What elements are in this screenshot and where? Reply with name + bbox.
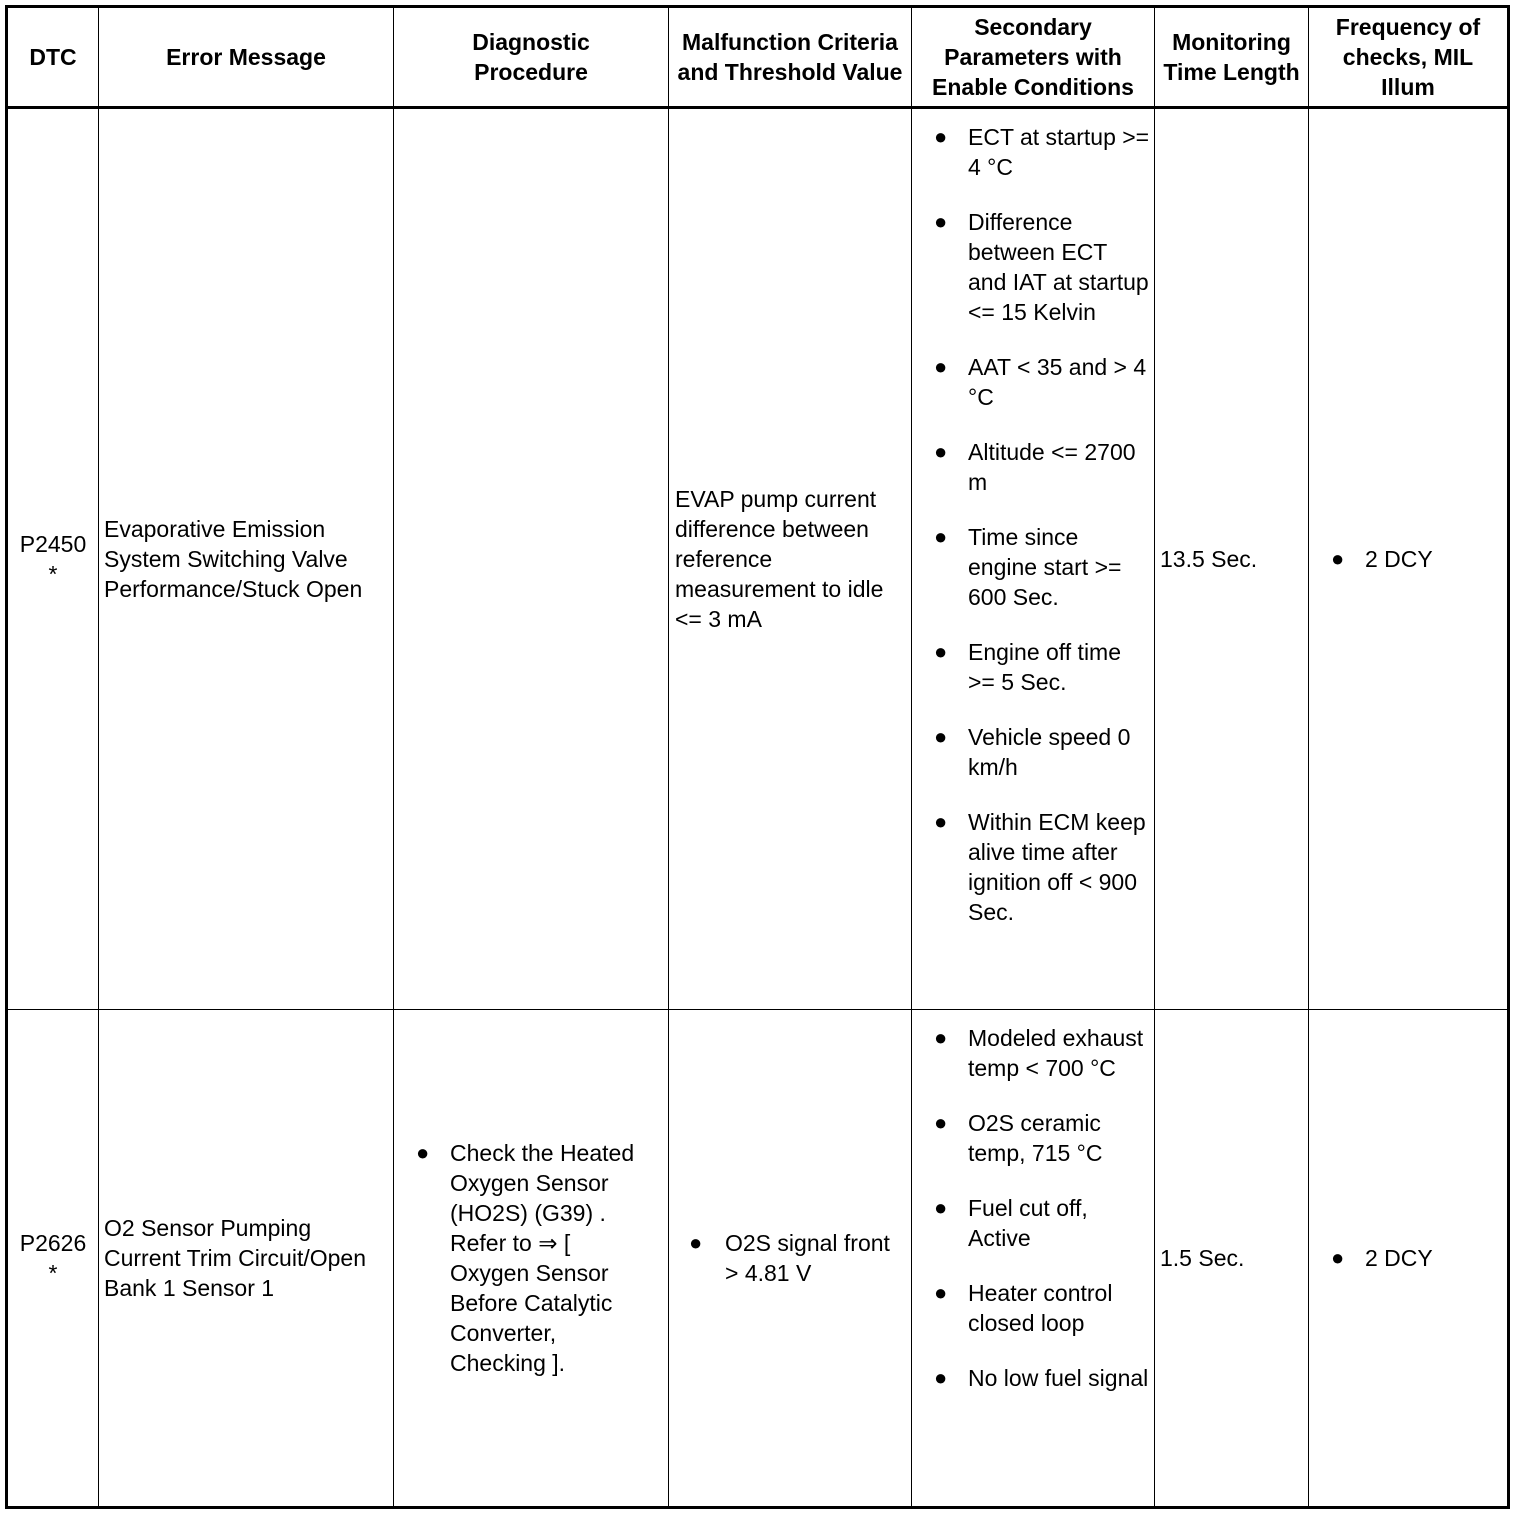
bullet-icon: ●: [934, 1025, 948, 1050]
table-row: [7, 108, 1509, 1010]
dtc-table: [5, 5, 1510, 1509]
header-secondary-parameters: Secondary Parameters with Enable Conditions: [912, 7, 1155, 108]
dtc-cell: [7, 108, 99, 1010]
list-item: ● O2S signal front > 4.81 V: [669, 1228, 907, 1288]
dtc-mark: *: [48, 561, 58, 587]
procedure-text: Check the Heated Oxygen Sensor (HO2S) (G39) . Refer to ⇒ [ Oxygen Sensor Before Catalytic Converter, Checking ].: [450, 1140, 635, 1376]
diagnostic-procedure-cell: [394, 108, 669, 1010]
bullet-icon: ●: [934, 1365, 948, 1390]
frequency-cell: [1309, 108, 1509, 1010]
secondary-parameters-list: [912, 122, 1150, 927]
malfunction-criteria-list: [669, 1228, 907, 1288]
frequency-list: [1309, 1243, 1507, 1273]
monitoring-time-cell: 13.5 Sec.: [1155, 108, 1309, 1010]
secondary-parameters-cell: [912, 108, 1155, 1010]
frequency-cell: [1309, 1010, 1509, 1508]
header-row: [7, 7, 1509, 108]
list-item: ● Modeled exhaust temp < 700 °C: [912, 1023, 1150, 1083]
header-malfunction-criteria: Malfunction Criteria and Threshold Value: [669, 7, 912, 108]
dtc-code: P2450: [19, 531, 87, 557]
list-item: ● AAT < 35 and > 4 °C: [912, 352, 1150, 412]
list-item: ● Altitude <= 2700 m: [912, 437, 1150, 497]
malfunction-criteria-cell: EVAP pump current difference between reference measurement to idle <= 3 mA: [669, 108, 912, 1010]
header-diagnostic-procedure: Diagnostic Procedure: [394, 7, 669, 108]
list-item: ● Time since engine start >= 600 Sec.: [912, 522, 1150, 612]
bullet-icon: ●: [934, 724, 948, 749]
bullet-icon: ●: [934, 209, 948, 234]
error-message-cell: Evaporative Emission System Switching Valve Performance/Stuck Open: [99, 108, 394, 1010]
diagnostic-procedure-list: [394, 1138, 654, 1378]
bullet-icon: ●: [934, 1110, 948, 1135]
monitoring-time-cell: 1.5 Sec.: [1155, 1010, 1309, 1508]
header-dtc: DTC: [7, 7, 99, 108]
bullet-icon: ●: [416, 1140, 430, 1165]
bullet-icon: ●: [934, 439, 948, 464]
list-item: ● Difference between ECT and IAT at startup <= 15 Kelvin: [912, 207, 1150, 327]
list-item: ● No low fuel signal: [912, 1363, 1150, 1393]
dtc-mark: *: [48, 1260, 58, 1286]
bullet-icon: ●: [934, 639, 948, 664]
dtc-code: P2626: [19, 1230, 87, 1256]
list-item: ● Within ECM keep alive time after ignition off < 900 Sec.: [912, 807, 1150, 927]
bullet-icon: ●: [934, 124, 948, 149]
secondary-parameters-cell: [912, 1010, 1155, 1508]
list-item: ● 2 DCY: [1309, 1243, 1507, 1273]
malfunction-criteria-cell: [669, 1010, 912, 1508]
list-item: ● Heater control closed loop: [912, 1278, 1150, 1338]
list-item: [394, 1138, 654, 1378]
bullet-icon: ●: [934, 354, 948, 379]
error-message-cell: O2 Sensor Pumping Current Trim Circuit/Open Bank 1 Sensor 1: [99, 1010, 394, 1508]
bullet-icon: ●: [689, 1230, 703, 1255]
list-item: ● 2 DCY: [1309, 544, 1507, 574]
secondary-parameters-list: [912, 1023, 1150, 1393]
bullet-icon: ●: [934, 1195, 948, 1220]
list-item: ● O2S ceramic temp, 715 °C: [912, 1108, 1150, 1168]
list-item: ● ECT at startup >= 4 °C: [912, 122, 1150, 182]
list-item: ● Engine off time >= 5 Sec.: [912, 637, 1150, 697]
dtc-cell: [7, 1010, 99, 1508]
frequency-list: [1309, 544, 1507, 574]
list-item: ● Fuel cut off, Active: [912, 1193, 1150, 1253]
bullet-icon: ●: [934, 1280, 948, 1305]
table-row: [7, 1010, 1509, 1508]
header-error-message: Error Message: [99, 7, 394, 108]
list-item: ● Vehicle speed 0 km/h: [912, 722, 1150, 782]
diagnostic-procedure-cell: [394, 1010, 669, 1508]
header-frequency: Frequency of checks, MIL Illum: [1309, 7, 1509, 108]
bullet-icon: ●: [1331, 546, 1345, 571]
bullet-icon: ●: [1331, 1245, 1345, 1270]
bullet-icon: ●: [934, 524, 948, 549]
bullet-icon: ●: [934, 809, 948, 834]
header-monitoring-time: Monitoring Time Length: [1155, 7, 1309, 108]
